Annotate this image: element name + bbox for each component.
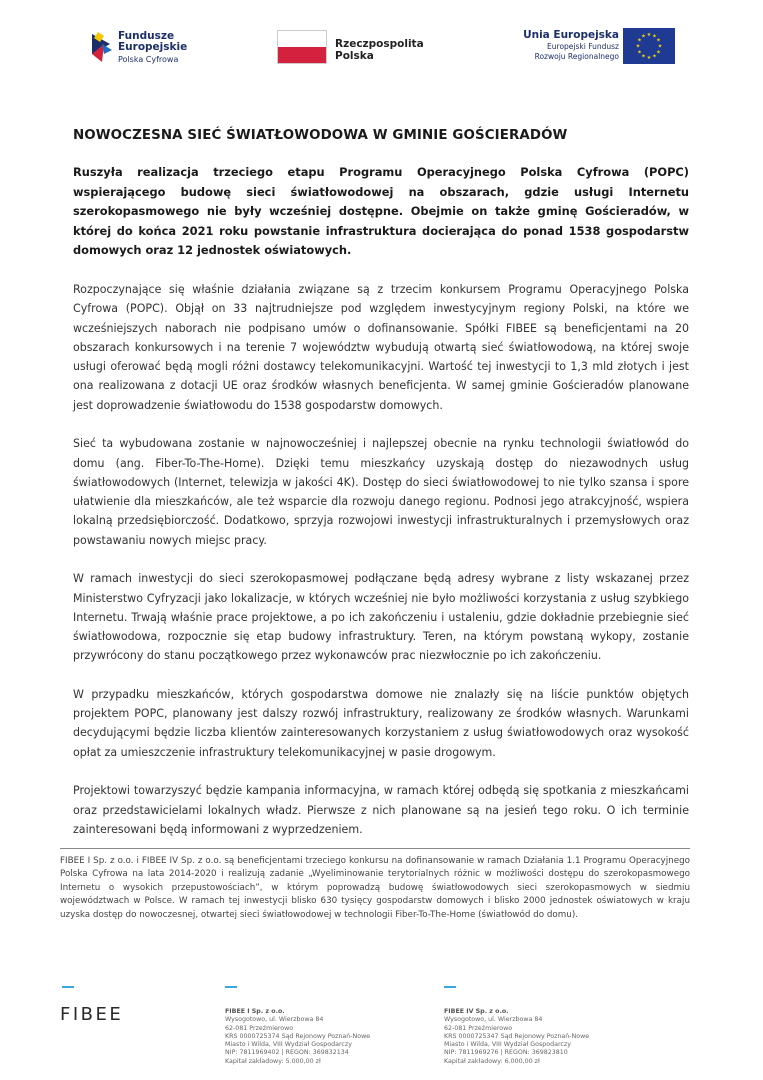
company2-line: Kapitał zakładowy: 6.000,00 zł: [444, 1057, 540, 1065]
article-paragraph-5: Projektowi towarzyszyć będzie kampania informacyjna, w ramach której odbędą się spotkania z mieszkańcami oraz przedstawicielami lokalnych władz. Pierwsze z nich planowane są na jesień tego roku. O ich terminie zainteresowani będą informowani z wyprzedzeniem.: [73, 784, 689, 836]
company2-line: Miasto i Wilda, VIII Wydział Gospodarczy: [444, 1041, 571, 1049]
company1-line: Kapitał zakładowy: 5.000,00 zł: [225, 1057, 321, 1065]
rzeczpospolita-logo: [277, 30, 437, 66]
company2-line: Wysogotowo, ul. Wierzbowa 84: [444, 1016, 543, 1024]
svg-text:★: ★: [646, 32, 652, 38]
fundusze-star-icon: [90, 30, 114, 64]
fundusze-line3: Polska Cyfrowa: [118, 55, 179, 64]
rzeczpospolita-line1: Rzeczpospolita: [335, 38, 424, 50]
svg-text:★: ★: [656, 37, 661, 44]
article-paragraph-1: Rozpoczynające się właśnie działania związane są z trzecim konkursem Programu Operacyjnego Polska Cyfrowa (POPC). Objął on 33 najtrudniejsze pod względem inwestycyjnym regiony Polski, na które we wcześniejszych naborach nie podpisano umów o dofinansowanie. Spółki FIBEE są beneficjentami na 20 obszarach konkursowych i na terenie 7 województw wybudują otwartą sieć światłowodową, na której swoje usługi oferować będą mogli różni dostawcy telekomunikacyjni. Wartość tej inwestycji to 1,3 mld złotych i jest ona realizowana z dotacji UE oraz środków własnych beneficjenta. W samej gminie Gościeradów planowane jest doprowadzenie światłowodu do 1538 gospodarstw domowych.: [73, 282, 689, 412]
footer-accent-3: [444, 986, 456, 988]
company2-line: NIP: 7811969276 | REGON: 369823810: [444, 1049, 568, 1057]
company-info-fibee-4: [444, 1008, 644, 1066]
unia-europejska-logo: [505, 28, 675, 68]
svg-text:★: ★: [657, 43, 663, 50]
company1-line: NIP: 7811969402 | REGON: 369832134: [225, 1049, 349, 1057]
company1-line: KRS 0000725374 Sąd Rejonowy Poznań-Nowe: [225, 1032, 371, 1040]
footer-accent-1: [62, 986, 74, 988]
article-lead: Ruszyła realizacja trzeciego etapu Programu Operacyjnego Polska Cyfrowa (POPC) wspierającego budowę sieci światłowodowej na obszarach, gdzie usługi Internetu szerokopasmowego nie były wcześniej dostępne. Obejmie on także gminę Gościeradów, w której do końca 2021 roku powstanie infrastruktura docierająca do ponad 1538 gospodarstw domowych oraz 12 jednostek oświatowych.: [73, 165, 689, 258]
svg-text:★: ★: [652, 53, 657, 60]
company1-name: FIBEE I Sp. z o.o.: [225, 1008, 285, 1015]
fibee-logo: FIBEE: [60, 1004, 124, 1025]
fundusze-line1: Fundusze: [118, 30, 175, 42]
company1-line: Miasto i Wilda, VIII Wydział Gospodarczy: [225, 1041, 352, 1049]
company2-line: KRS 0000725347 Sąd Rejonowy Poznań-Nowe: [444, 1032, 590, 1040]
svg-text:★: ★: [637, 49, 642, 56]
article-title: NOWOCZESNA SIEĆ ŚWIATŁOWODOWA W GMINIE GOŚCIERADÓW: [73, 128, 568, 143]
unia-line2: Europejski Fundusz: [547, 42, 619, 51]
footer-accent-2: [225, 986, 237, 988]
fundusze-europejskie-logo: [90, 30, 240, 66]
svg-text:★: ★: [637, 37, 642, 44]
unia-line3: Rozwoju Regionalnego: [534, 52, 619, 61]
footnote: FIBEE I Sp. z o.o. i FIBEE IV Sp. z o.o. są beneficjentami trzeciego konkursu na dofinansowanie w ramach Działania 1.1 Programu Operacyjnego Polska Cyfrowa na lata 2014-2020 i realizują zadanie „Wyeliminowanie terytorialnych różnic w możliwości dostępu do szerokopasmowego Internetu o wysokich przepustowościach”, w którym poprowadzą budowę światłowodowych sieci szerokopasmowych w siedmiu województwach w Polsce. W ramach tej inwestycji blisko 630 tysięcy gospodarstw domowych i blisko 2000 jednostek oświatowych w kraju uzyska dostęp do nowoczesnej, otwartej sieci światłowodowej w technologii Fiber-To-The-Home (światłowód do domu).: [60, 856, 690, 920]
footnote-divider: [60, 848, 690, 849]
svg-text:★: ★: [646, 55, 652, 61]
company1-line: Wysogotowo, ul. Wierzbowa 84: [225, 1016, 324, 1024]
svg-text:★: ★: [635, 43, 641, 50]
company-info-fibee-1: [225, 1008, 425, 1066]
polish-flag-icon: [277, 30, 327, 64]
company1-line: 62-081 Przeźmierowo: [225, 1024, 294, 1032]
article: [73, 128, 689, 858]
rzeczpospolita-line2: Polska: [335, 50, 374, 62]
article-paragraph-2: Sieć ta wybudowana zostanie w najnowocześniej i najlepszej obecnie na rynku technologii światłowód do domu (ang. Fiber-To-The-Home). Dzięki temu mieszkańcy uzyskają dostęp do niezawodnych usług światłowodowych (Internet, telewizja w jakości 4K). Dostęp do sieci światłowodowej to nie tylko szansa i spore ułatwienie dla mieszkańców, ale też wsparcie dla rozwoju danego regionu. Podnosi jego atrakcyjność, wspiera lokalną przedsiębiorczość. Dodatkowo, sprzyja rozwojowi inwestycji infrastrukturalnych i przemysłowych oraz powstawaniu nowych miejsc pracy.: [73, 437, 689, 547]
company2-name: FIBEE IV Sp. z o.o.: [444, 1008, 509, 1015]
svg-text:★: ★: [641, 33, 646, 40]
fundusze-line2: Europejskie: [118, 41, 188, 53]
article-paragraph-4: W przypadku mieszkańców, których gospodarstwa domowe nie znalazły się na liście punktów objętych projektem POPC, planowany jest dalszy rozwój infrastruktury, realizowany ze środków własnych. Warunkami decydującymi będzie liczba klientów zainteresowanych korzystaniem z usług światłowodowych oraz wysokość opłat za umieszczenie infrastruktury telekomunikacyjnej w pasie drogowym.: [73, 687, 689, 759]
article-paragraph-3: W ramach inwestycji do sieci szerokopasmowej podłączane będą adresy wybrane z listy wskazanej przez Ministerstwo Cyfryzacji jako lokalizacje, w których wcześniej nie było możliwości korzystania z usług szybkiego Internetu. Trwają właśnie prace projektowe, a po ich zakończeniu i ustaleniu, gdzie dokładnie przebiegnie sieć światłowodowa, rozpocznie się etap budowy infrastruktury. Teren, na którym powstaną wykopy, zostanie przywrócony do stanu początkowego przez wykonawców prac niezwłocznie po ich zakończeniu.: [73, 572, 689, 663]
eu-flag-icon: [623, 28, 675, 64]
svg-text:★: ★: [641, 53, 646, 60]
company2-line: 62-081 Przeźmierowo: [444, 1024, 513, 1032]
svg-text:★: ★: [652, 33, 657, 40]
unia-line1: Unia Europejska: [523, 29, 619, 41]
svg-text:★: ★: [656, 49, 661, 56]
logo-bar: [0, 24, 763, 72]
